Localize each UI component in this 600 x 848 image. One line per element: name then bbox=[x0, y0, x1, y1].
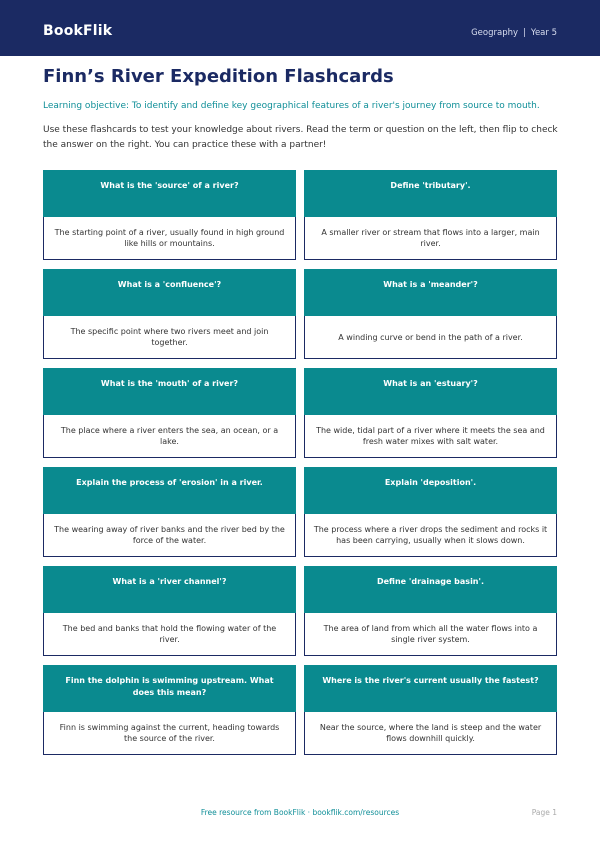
flashcard-question: What is a 'river channel'? bbox=[43, 566, 296, 613]
page-number: Page 1 bbox=[531, 808, 557, 817]
intro-text: Use these flashcards to test your knowledge about rivers. Read the term or question on the left, then flip to check the answer on the right. You can practice these with a partner! bbox=[43, 125, 558, 150]
flashcard-answer: The starting point of a river, usually found in high ground like hills or mountains. bbox=[43, 217, 296, 260]
flashcard-answer: A smaller river or stream that flows into a larger, main river. bbox=[304, 217, 557, 260]
flashcard-grid bbox=[43, 170, 557, 755]
flashcard[interactable] bbox=[43, 368, 296, 458]
flashcard-question: Finn the dolphin is swimming upstream. What does this mean? bbox=[43, 665, 296, 712]
flashcard-question: What is a 'meander'? bbox=[304, 269, 557, 316]
header-meta bbox=[471, 28, 557, 38]
flashcard[interactable] bbox=[304, 467, 557, 557]
page-header bbox=[0, 0, 600, 56]
flashcard[interactable] bbox=[304, 566, 557, 656]
flashcard-answer: The specific point where two rivers meet and join together. bbox=[43, 316, 296, 359]
learning-objective: Learning objective: To identify and define key geographical features of a river's journey from source to mouth. bbox=[43, 101, 540, 111]
flashcard[interactable] bbox=[43, 269, 296, 359]
flashcard-question: Where is the river's current usually the fastest? bbox=[304, 665, 557, 712]
flashcard-question: Explain the process of 'erosion' in a river. bbox=[43, 467, 296, 514]
header-separator: | bbox=[523, 28, 526, 38]
flashcard-question: Define 'tributary'. bbox=[304, 170, 557, 217]
flashcard-question: Define 'drainage basin'. bbox=[304, 566, 557, 613]
flashcard[interactable] bbox=[304, 665, 557, 755]
flashcard-question: Explain 'deposition'. bbox=[304, 467, 557, 514]
flashcard-question: What is the 'mouth' of a river? bbox=[43, 368, 296, 415]
flashcard[interactable] bbox=[43, 566, 296, 656]
flashcard-question: What is an 'estuary'? bbox=[304, 368, 557, 415]
flashcard-answer: The process where a river drops the sediment and rocks it has been carrying, usually when it slows down. bbox=[304, 514, 557, 557]
flashcard[interactable] bbox=[304, 368, 557, 458]
flashcard[interactable] bbox=[304, 269, 557, 359]
flashcard-question: What is a 'confluence'? bbox=[43, 269, 296, 316]
flashcard[interactable] bbox=[43, 170, 296, 260]
flashcard-answer: The bed and banks that hold the flowing water of the river. bbox=[43, 613, 296, 656]
flashcard-answer: Finn is swimming against the current, heading towards the source of the river. bbox=[43, 712, 296, 755]
flashcard-answer: The wearing away of river banks and the river bed by the force of the water. bbox=[43, 514, 296, 557]
flashcard-answer: The place where a river enters the sea, an ocean, or a lake. bbox=[43, 415, 296, 458]
flashcard-answer: Near the source, where the land is steep and the water flows downhill quickly. bbox=[304, 712, 557, 755]
subject-label: Geography bbox=[471, 28, 519, 38]
flashcard[interactable] bbox=[43, 665, 296, 755]
flashcard[interactable] bbox=[304, 170, 557, 260]
flashcard-answer: A winding curve or bend in the path of a river. bbox=[304, 316, 557, 359]
flashcard[interactable] bbox=[43, 467, 296, 557]
brand-logo[interactable]: BookFlik bbox=[43, 23, 113, 39]
page-title: Finn’s River Expedition Flashcards bbox=[43, 66, 394, 87]
flashcard-answer: The area of land from which all the water flows into a single river system. bbox=[304, 613, 557, 656]
footer-link[interactable]: Free resource from BookFlik · bookflik.com/resources bbox=[200, 808, 400, 817]
year-label: Year 5 bbox=[530, 28, 557, 38]
flashcard-question: What is the 'source' of a river? bbox=[43, 170, 296, 217]
flashcard-answer: The wide, tidal part of a river where it meets the sea and fresh water mixes with salt water. bbox=[304, 415, 557, 458]
